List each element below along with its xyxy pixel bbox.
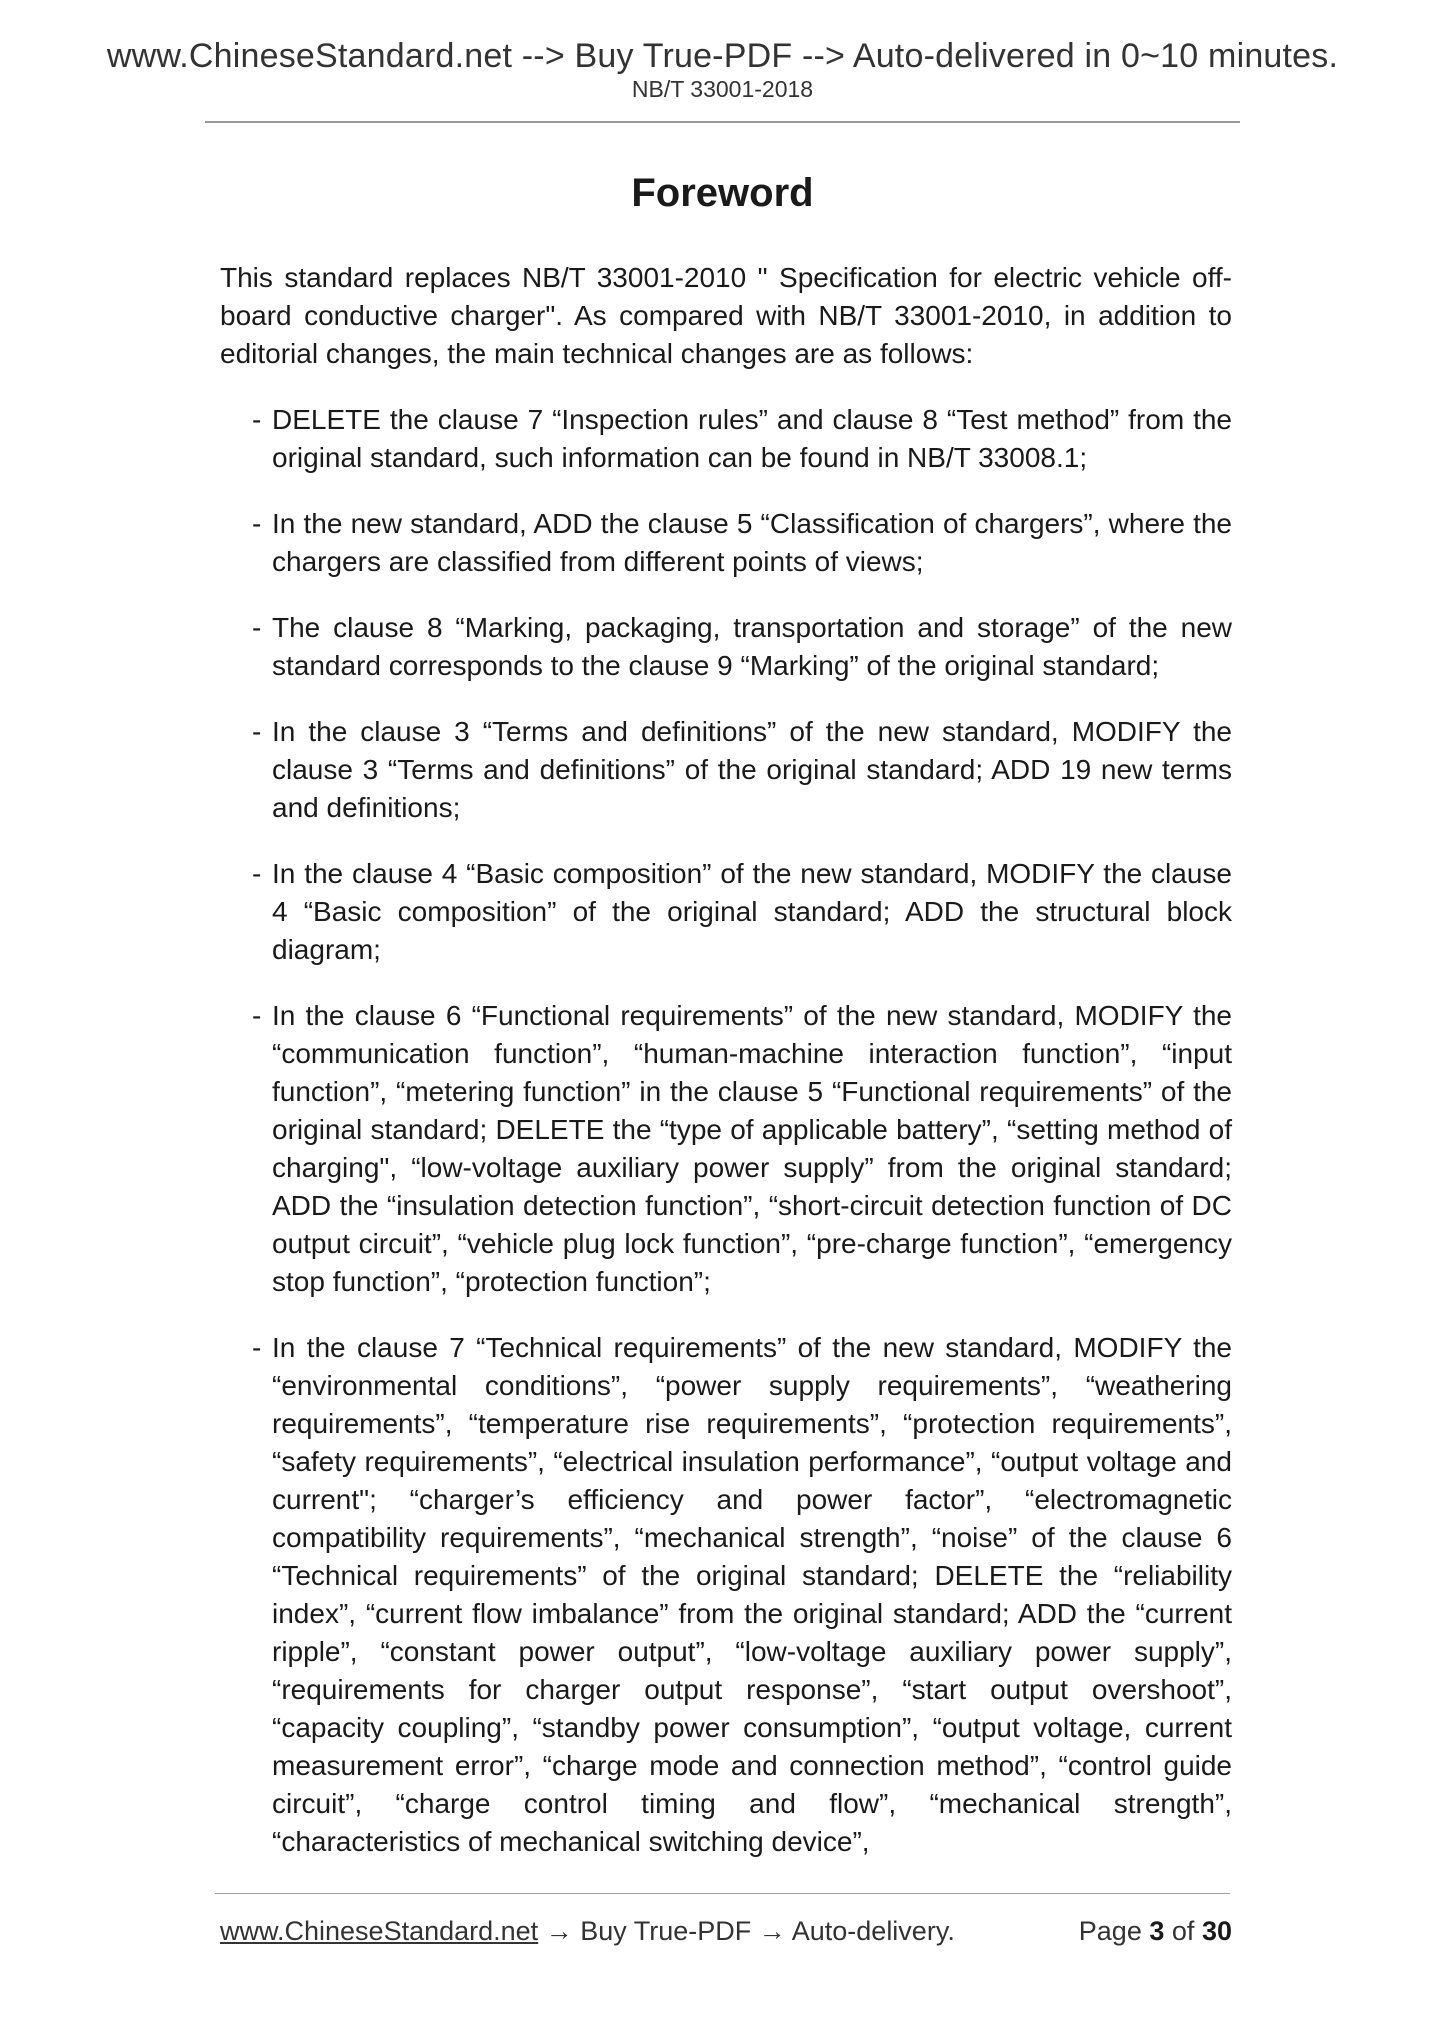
list-item — [220, 713, 1232, 827]
bullet-dash: - — [252, 858, 262, 889]
header-divider — [205, 121, 1240, 123]
list-item — [220, 505, 1232, 581]
list-item — [220, 855, 1232, 969]
list-item — [220, 1329, 1232, 1861]
page-current: 3 — [1149, 1916, 1165, 1946]
list-item — [220, 997, 1232, 1301]
intro-paragraph: This standard replaces NB/T 33001-2010 " Specification for electric vehicle off-board conductive charger". As compared with NB/T 33001-2010, in addition to editorial changes, the main technical changes are as follows: — [220, 262, 1232, 369]
list-item-text: In the clause 7 “Technical requirements” of the new standard, MODIFY the “environmental conditions”, “power supply requirements”, “weathering requirements”, “temperature rise requirements”, “protection requirements”, “safety requirements”, “electrical insulation performance”, “output voltage and current"; “charger’s efficiency and power factor”, “electromagnetic compatibility requirements”, “mechanical strength”, “noise” of the clause 6 “Technical requirements” of the original standard; DELETE the “reliability index”, “current flow imbalance” from the original standard; ADD the “current ripple”, “constant power output”, “low-voltage auxiliary power supply”, “requirements for charger output response”, “start output overshoot”, “capacity coupling”, “standby power consumption”, “output voltage, current measurement error”, “charge mode and connection method”, “control guide circuit”, “charge control timing and flow”, “mechanical strength”, “characteristics of mechanical switching device”, — [272, 1332, 1232, 1857]
bullet-dash: - — [252, 404, 262, 435]
page-title: Foreword — [631, 171, 814, 215]
footer-tagline: → Buy True-PDF → Auto-delivery. — [538, 1916, 955, 1946]
footer-divider — [215, 1893, 1230, 1894]
list-item-text: In the clause 6 “Functional requirements” of the new standard, MODIFY the “communication function”, “human-machine interaction function”, “input function”, “metering function” in the clause 5 “Functional requirements” of the original standard; DELETE the “type of applicable battery”, “setting method of charging", “low-voltage auxiliary power supply” from the original standard; ADD the “insulation detection function”, “short-circuit detection function of DC output circuit”, “vehicle plug lock function”, “pre-charge function”, “emergency stop function”, “protection function”; — [272, 1000, 1232, 1297]
list-item-text: In the new standard, ADD the clause 5 “Classification of chargers”, where the chargers are classified from different points of views; — [272, 508, 1232, 577]
standard-number: NB/T 33001-2018 — [631, 76, 814, 102]
bullet-dash: - — [252, 508, 262, 539]
bullet-dash: - — [252, 1332, 262, 1363]
bullet-dash: - — [252, 612, 262, 643]
bullet-dash: - — [252, 1000, 262, 1031]
page-of: of — [1171, 1916, 1195, 1946]
list-item-text: The clause 8 “Marking, packaging, transportation and storage” of the new standard corresponds to the clause 9 “Marking” of the original standard; — [272, 612, 1232, 681]
list-item — [220, 609, 1232, 685]
footer-site-link[interactable]: www.ChineseStandard.net — [220, 1916, 539, 1946]
page-counter — [1079, 1914, 1232, 1948]
footer-promo — [220, 1914, 955, 1948]
bullet-dash: - — [252, 716, 262, 747]
page-label: Page — [1078, 1916, 1142, 1946]
page-total: 30 — [1201, 1916, 1232, 1946]
list-item-text: DELETE the clause 7 “Inspection rules” and clause 8 “Test method” from the original standard, such information can be found in NB/T 33008.1; — [272, 404, 1232, 473]
top-banner: www.ChineseStandard.net --> Buy True-PDF --> Auto-delivered in 0~10 minutes. — [106, 37, 1339, 75]
list-item-text: In the clause 3 “Terms and definitions” of the new standard, MODIFY the clause 3 “Terms and definitions” of the original standard; ADD 19 new terms and definitions; — [272, 716, 1232, 823]
list-item-text: In the clause 4 “Basic composition” of the new standard, MODIFY the clause 4 “Basic composition” of the original standard; ADD the structural block diagram; — [272, 858, 1232, 965]
list-item — [220, 401, 1232, 477]
document-body — [220, 259, 1232, 1889]
